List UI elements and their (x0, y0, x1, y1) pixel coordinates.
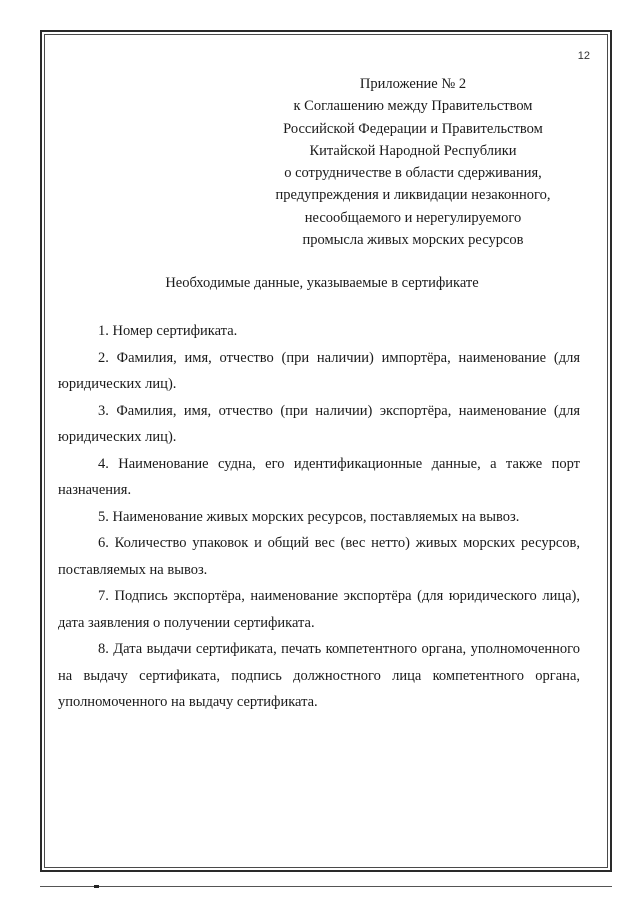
list-item: 2. Фамилия, имя, отчество (при наличии) импортёра, наименование (для юридических лиц). (58, 349, 580, 392)
bottom-rule (40, 886, 612, 887)
bottom-mark (94, 885, 99, 888)
appendix-line: Китайской Народной Республики (309, 142, 517, 159)
appendix-line: предупреждения и ликвидации незаконного, (275, 187, 551, 204)
list-item: 7. Подпись экспортёра, наименование экспортёра (для юридического лица), дата заявления о получении сертификата. (58, 588, 580, 631)
appendix-line: к Соглашению между Правительством (293, 98, 533, 115)
appendix-line: промысла живых морских ресурсов (302, 232, 524, 249)
list-item: 4. Наименование судна, его идентификационные данные, а также порт назначения. (58, 455, 580, 498)
list-item: 8. Дата выдачи сертификата, печать компетентного органа, уполномоченного на выдачу сертификата, подпись должностного лица компетентного органа, уполномоченного на выдачу сертификата. (58, 641, 580, 710)
document-heading: Необходимые данные, указываемые в сертификате (165, 275, 479, 291)
certificate-data-list (58, 318, 580, 716)
list-item: 6. Количество упаковок и общий вес (вес нетто) живых морских ресурсов, поставляемых на вывоз. (58, 535, 580, 578)
appendix-header (248, 73, 578, 251)
appendix-line: несообщаемого и нерегулируемого (304, 209, 522, 226)
list-item: 3. Фамилия, имя, отчество (при наличии) экспортёра, наименование (для юридических лиц). (58, 402, 580, 445)
page-number: 12 (577, 50, 590, 62)
appendix-line: Приложение № 2 (359, 76, 467, 92)
list-item: 1. Номер сертификата. (98, 323, 238, 339)
appendix-line: о сотрудничестве в области сдерживания, (284, 165, 542, 182)
list-item: 5. Наименование живых морских ресурсов, поставляемых на вывоз. (98, 508, 520, 525)
appendix-line: Российской Федерации и Правительством (283, 120, 543, 137)
